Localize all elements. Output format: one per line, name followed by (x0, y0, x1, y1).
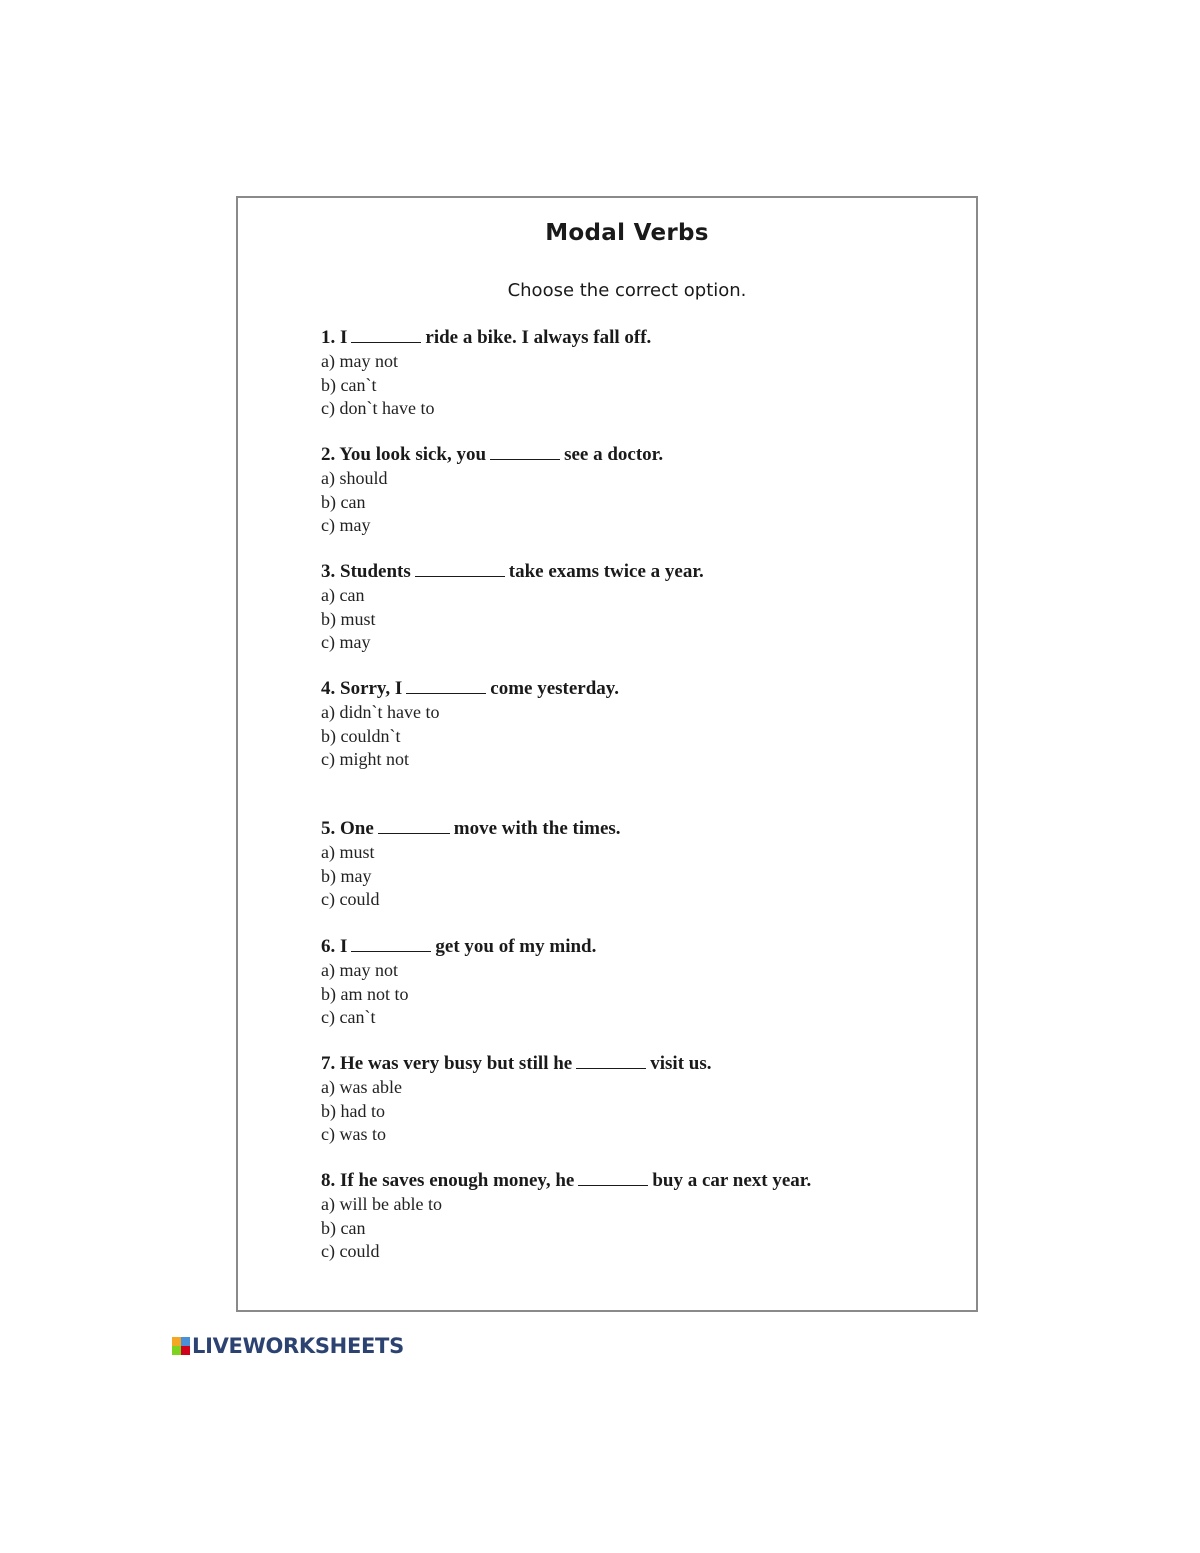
option-c[interactable]: c) could (321, 889, 380, 909)
question-stem: 7. He was very busy but still he visit us. (321, 1053, 712, 1074)
option-b[interactable]: b) may (321, 865, 372, 886)
option-a[interactable]: a) didn`t have to (321, 702, 440, 722)
question-8 (321, 1169, 811, 1264)
logo-square-4 (181, 1346, 190, 1355)
question-4 (321, 677, 619, 772)
option-b[interactable]: b) can (321, 491, 366, 512)
answer-blank[interactable] (578, 1170, 648, 1186)
logo-square-1 (172, 1337, 181, 1346)
question-stem: 5. One move with the times. (321, 818, 621, 839)
option-a[interactable]: a) will be able to (321, 1194, 442, 1214)
option-a[interactable]: a) was able (321, 1077, 402, 1097)
option-c[interactable]: c) was to (321, 1124, 386, 1144)
answer-blank[interactable] (406, 678, 486, 694)
option-c[interactable]: c) may (321, 632, 371, 652)
option-c[interactable]: c) may (321, 515, 371, 535)
logo-text: LIVEWORKSHEETS (192, 1334, 404, 1358)
option-c[interactable]: c) might not (321, 749, 409, 769)
question-2 (321, 443, 663, 538)
answer-blank[interactable] (378, 818, 450, 834)
worksheet-instruction: Choose the correct option. (507, 280, 747, 301)
option-b[interactable]: b) can (321, 1217, 366, 1238)
option-a[interactable]: a) must (321, 842, 375, 862)
option-c[interactable]: c) don`t have to (321, 398, 435, 418)
worksheet-page (236, 196, 978, 1312)
liveworksheets-logo[interactable] (172, 1334, 404, 1358)
answer-blank[interactable] (576, 1053, 646, 1069)
question-stem: 2. You look sick, you see a doctor. (321, 444, 664, 465)
option-a[interactable]: a) can (321, 585, 365, 605)
question-1 (321, 326, 651, 421)
logo-square-2 (181, 1337, 190, 1346)
option-a[interactable]: a) should (321, 468, 388, 488)
option-b[interactable]: b) can`t (321, 374, 377, 395)
question-6 (321, 935, 596, 1030)
option-a[interactable]: a) may not (321, 960, 398, 980)
question-stem: 1. I ride a bike. I always fall off. (321, 327, 652, 348)
liveworksheets-logo-icon (172, 1337, 190, 1355)
answer-blank[interactable] (490, 444, 560, 460)
answer-blank[interactable] (351, 936, 431, 952)
question-stem: 4. Sorry, I come yesterday. (321, 678, 620, 699)
question-stem: 6. I get you of my mind. (321, 936, 597, 957)
option-c[interactable]: c) could (321, 1241, 380, 1261)
worksheet-title: Modal Verbs (545, 220, 709, 246)
question-7 (321, 1052, 712, 1147)
question-stem: 8. If he saves enough money, he buy a car next year. (321, 1170, 812, 1191)
question-3 (321, 560, 704, 655)
answer-blank[interactable] (351, 327, 421, 343)
option-a[interactable]: a) may not (321, 351, 398, 371)
question-stem: 3. Students take exams twice a year. (321, 561, 704, 582)
option-c[interactable]: c) can`t (321, 1007, 376, 1027)
option-b[interactable]: b) am not to (321, 983, 409, 1004)
option-b[interactable]: b) had to (321, 1100, 385, 1121)
option-b[interactable]: b) must (321, 608, 376, 629)
question-5 (321, 817, 621, 912)
logo-square-3 (172, 1346, 181, 1355)
answer-blank[interactable] (415, 561, 505, 577)
option-b[interactable]: b) couldn`t (321, 725, 401, 746)
